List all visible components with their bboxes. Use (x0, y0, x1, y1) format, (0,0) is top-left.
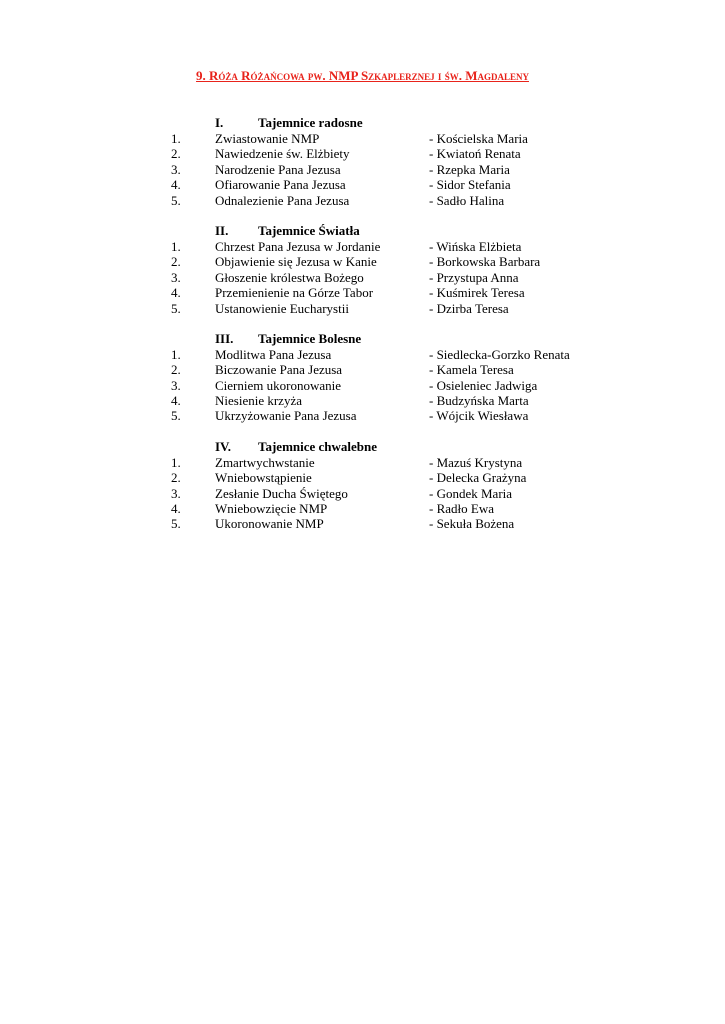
person-name: - Borkowska Barbara (429, 254, 541, 270)
person-name: - Kościelska Maria (429, 131, 528, 146)
person-name: - Kwiatoń Renata (429, 146, 521, 162)
item-index: 4. (171, 501, 181, 517)
item-index: 4. (171, 177, 181, 193)
person-name: - Gondek Maria (429, 485, 513, 501)
item-index: 3. (171, 161, 181, 177)
item-index: 5. (171, 516, 181, 532)
mysteries-list (171, 115, 611, 547)
mystery-name: Nawiedzenie św. Elżbiety (215, 146, 350, 162)
item-index: 3. (171, 377, 181, 393)
mystery-name: Wniebowstąpienie (215, 470, 312, 486)
item-index: 1. (171, 454, 181, 470)
section-title: Tajemnice chwalebne (258, 438, 378, 454)
section-title: Tajemnice Bolesne (258, 330, 362, 346)
item-index: 4. (171, 285, 181, 301)
person-name: - Delecka Grażyna (429, 470, 527, 486)
section-heading (171, 439, 611, 455)
item-index: 3. (171, 269, 181, 285)
list-item (171, 501, 611, 516)
person-name: - Przystupa Anna (429, 269, 519, 285)
list-item (171, 285, 611, 300)
list-item (171, 270, 611, 285)
person-name: - Dzirba Teresa (429, 300, 509, 316)
list-item (171, 470, 611, 485)
section-title: Tajemnice radosne (258, 115, 363, 130)
list-item (171, 362, 611, 377)
person-name: - Wińska Elżbieta (429, 238, 522, 254)
list-item (171, 393, 611, 408)
list-item (171, 162, 611, 177)
person-name: - Mazuś Krystyna (429, 454, 523, 470)
section-joyful (171, 115, 611, 208)
person-name: - Sidor Stefania (429, 177, 511, 193)
person-name: - Siedlecka-Gorzko Renata (429, 346, 570, 362)
person-name: - Sadło Halina (429, 192, 505, 208)
section-heading (171, 223, 611, 239)
person-name: - Sekuła Bożena (429, 516, 515, 532)
item-index: 2. (171, 362, 181, 378)
item-index: 2. (171, 146, 181, 162)
mystery-name: Niesienie krzyża (215, 393, 302, 409)
section-sorrowful (171, 331, 611, 424)
item-index: 2. (171, 470, 181, 486)
person-name: - Kamela Teresa (429, 362, 514, 378)
mystery-name: Cierniem ukoronowanie (215, 377, 341, 393)
item-index: 1. (171, 131, 181, 146)
list-item (171, 378, 611, 393)
mystery-name: Ofiarowanie Pana Jezusa (215, 177, 346, 193)
person-name: - Radło Ewa (429, 501, 494, 517)
mystery-name: Objawienie się Jezusa w Kanie (215, 254, 377, 270)
list-item (171, 131, 611, 146)
mystery-name: Chrzest Pana Jezusa w Jordanie (215, 238, 381, 254)
person-name: - Budzyńska Marta (429, 393, 529, 409)
mystery-name: Odnalezienie Pana Jezusa (215, 192, 350, 208)
person-name: - Osieleniec Jadwiga (429, 377, 538, 393)
item-index: 4. (171, 393, 181, 409)
list-item (171, 177, 611, 192)
mystery-name: Ukoronowanie NMP (215, 516, 324, 532)
section-number: II. (215, 222, 229, 238)
mystery-name: Przemienienie na Górze Tabor (215, 285, 374, 301)
item-index: 1. (171, 346, 181, 362)
mystery-name: Zwiastowanie NMP (215, 131, 320, 146)
item-index: 5. (171, 300, 181, 316)
mystery-name: Wniebowzięcie NMP (215, 501, 328, 517)
mystery-name: Biczowanie Pana Jezusa (215, 362, 343, 378)
person-name: - Rzepka Maria (429, 161, 510, 177)
list-item (171, 146, 611, 161)
item-index: 2. (171, 254, 181, 270)
section-glorious (171, 439, 611, 532)
section-number: I. (215, 115, 224, 130)
person-name: - Wójcik Wiesława (429, 408, 529, 424)
section-number: III. (215, 330, 234, 346)
item-index: 1. (171, 238, 181, 254)
mystery-name: Ustanowienie Eucharystii (215, 300, 349, 316)
list-item (171, 516, 611, 531)
person-name: - Kuśmirek Teresa (429, 285, 525, 301)
list-item (171, 408, 611, 423)
page-title: 9. Róża Różańcowa pw. NMP Szkaplerznej i św. Magdaleny (196, 68, 529, 83)
mystery-name: Głoszenie królestwa Bożego (215, 269, 364, 285)
mystery-name: Modlitwa Pana Jezusa (215, 346, 332, 362)
list-item (171, 193, 611, 208)
section-heading (171, 115, 611, 131)
section-number: IV. (215, 438, 232, 454)
section-heading (171, 331, 611, 347)
list-item (171, 301, 611, 316)
item-index: 3. (171, 485, 181, 501)
mystery-name: Zmartwychwstanie (215, 454, 315, 470)
section-luminous (171, 223, 611, 316)
list-item (171, 347, 611, 362)
item-index: 5. (171, 408, 181, 424)
list-item (171, 239, 611, 254)
list-item (171, 455, 611, 470)
mystery-name: Zesłanie Ducha Świętego (215, 485, 348, 501)
list-item (171, 254, 611, 269)
mystery-name: Narodzenie Pana Jezusa (215, 161, 341, 177)
list-item (171, 486, 611, 501)
section-title: Tajemnice Światła (258, 222, 360, 238)
mystery-name: Ukrzyżowanie Pana Jezusa (215, 408, 357, 424)
item-index: 5. (171, 192, 181, 208)
